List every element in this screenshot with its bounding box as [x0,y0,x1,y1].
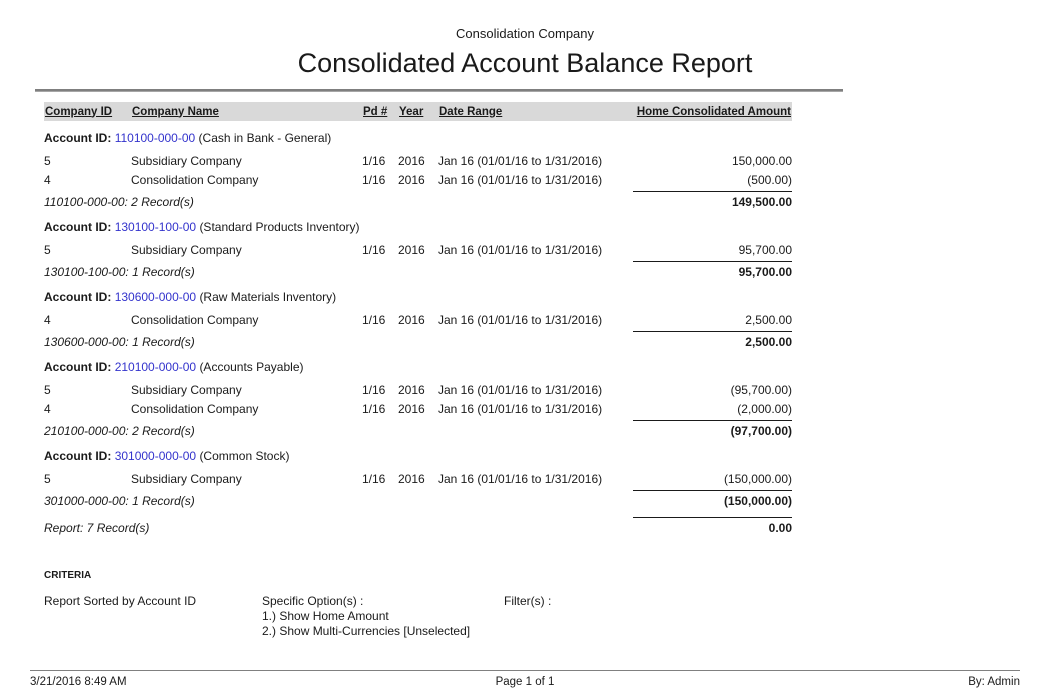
group-subtotal-amount: (150,000.00) [633,490,792,508]
criteria-specific-options [262,594,504,639]
cell-amount: (150,000.00) [723,471,792,486]
account-group [44,220,792,280]
account-header [44,290,792,304]
table-row [44,469,792,488]
account-id-link[interactable]: 130600-000-00 [114,290,197,304]
table-row [44,170,792,189]
cell-date-range: Jan 16 (01/01/16 to 1/31/2016) [438,153,603,168]
account-name: (Accounts Payable) [199,360,304,374]
cell-date-range: Jan 16 (01/01/16 to 1/31/2016) [438,242,603,257]
cell-company-name: Consolidation Company [131,312,259,327]
footer-user: By: Admin [968,676,1020,688]
table-row [44,240,792,259]
table-row [44,310,792,329]
account-id-label: Account ID: [44,360,112,374]
account-name: (Common Stock) [199,449,290,463]
cell-year: 2016 [398,312,425,327]
cell-company-id: 5 [44,382,51,397]
col-header-amount: Home Consolidated Amount [636,105,791,118]
account-id-link[interactable]: 110100-000-00 [114,131,196,145]
criteria-heading: CRITERIA [44,570,92,581]
account-id-link[interactable]: 210100-000-00 [114,360,197,374]
account-group [44,290,792,350]
report-total-row [44,515,792,536]
specific-option-item: 2.) Show Multi-Currencies [Unselected] [262,624,471,638]
cell-date-range: Jan 16 (01/01/16 to 1/31/2016) [438,401,603,416]
specific-option-item: 1.) Show Home Amount [262,609,389,623]
page-footer [30,670,1020,688]
cell-company-id: 4 [44,172,51,187]
group-subtotal-row [44,488,792,509]
cell-date-range: Jan 16 (01/01/16 to 1/31/2016) [438,172,603,187]
group-subtotal-amount: 95,700.00 [633,261,792,279]
criteria-sorted-by: Report Sorted by Account ID [44,594,197,608]
cell-amount: (2,000.00) [737,401,792,416]
cell-amount: 2,500.00 [745,312,792,327]
table-row [44,151,792,170]
cell-pd: 1/16 [362,172,386,187]
account-id-label: Account ID: [44,131,112,145]
group-subtotal-row [44,259,792,280]
account-name: (Cash in Bank - General) [198,131,332,145]
criteria-filters-label: Filter(s) : [504,594,552,608]
group-subtotal-label: 301000-000-00: 1 Record(s) [44,494,195,508]
cell-company-name: Subsidiary Company [131,242,242,257]
account-id-link[interactable]: 301000-000-00 [114,449,197,463]
account-group [44,131,792,210]
group-subtotal-label: 210100-000-00: 2 Record(s) [44,424,195,438]
group-subtotal-label: 110100-000-00: 2 Record(s) [44,195,194,209]
cell-company-name: Consolidation Company [131,172,259,187]
cell-year: 2016 [398,153,425,168]
cell-company-name: Subsidiary Company [131,153,242,168]
cell-pd: 1/16 [362,471,386,486]
cell-year: 2016 [398,382,425,397]
cell-year: 2016 [398,471,425,486]
cell-date-range: Jan 16 (01/01/16 to 1/31/2016) [438,312,603,327]
cell-company-name: Consolidation Company [131,401,259,416]
cell-pd: 1/16 [362,312,386,327]
cell-amount: (95,700.00) [730,382,792,397]
group-subtotal-row [44,189,792,210]
footer-datetime: 3/21/2016 8:49 AM [30,676,127,688]
cell-year: 2016 [398,401,425,416]
account-group [44,360,792,439]
cell-company-id: 4 [44,312,51,327]
account-name: (Standard Products Inventory) [199,220,360,234]
account-group [44,449,792,509]
cell-amount: 95,700.00 [738,242,792,257]
account-id-label: Account ID: [44,220,112,234]
table-row [44,380,792,399]
company-header: Consolidation Company [455,26,595,41]
cell-date-range: Jan 16 (01/01/16 to 1/31/2016) [438,471,603,486]
criteria-section [44,570,1050,639]
table-header-row [44,102,792,121]
cell-pd: 1/16 [362,153,386,168]
cell-company-id: 5 [44,153,51,168]
group-subtotal-amount: 149,500.00 [633,191,792,209]
cell-amount: (500.00) [747,172,792,187]
account-id-label: Account ID: [44,449,112,463]
report-total-label: Report: 7 Record(s) [44,521,150,535]
col-header-date-range: Date Range [439,105,503,118]
cell-pd: 1/16 [362,242,386,257]
group-subtotal-amount: 2,500.00 [633,331,792,349]
group-subtotal-row [44,329,792,350]
col-header-pd: Pd # [363,105,388,118]
cell-company-id: 4 [44,401,51,416]
cell-date-range: Jan 16 (01/01/16 to 1/31/2016) [438,382,603,397]
cell-year: 2016 [398,242,425,257]
account-id-link[interactable]: 130100-100-00 [114,220,197,234]
col-header-company-name: Company Name [132,105,219,118]
cell-company-id: 5 [44,471,51,486]
group-subtotal-amount: (97,700.00) [633,420,792,438]
account-header [44,131,792,145]
account-header [44,449,792,463]
account-header [44,220,792,234]
specific-options-label: Specific Option(s) : [262,594,364,608]
cell-pd: 1/16 [362,382,386,397]
account-name: (Raw Materials Inventory) [199,290,337,304]
page-title: Consolidated Account Balance Report [297,48,753,78]
cell-year: 2016 [398,172,425,187]
account-id-label: Account ID: [44,290,112,304]
footer-page-number: Page 1 of 1 [495,676,555,688]
group-subtotal-label: 130100-100-00: 1 Record(s) [44,265,195,279]
col-header-company-id: Company ID [45,105,113,118]
group-subtotal-row [44,418,792,439]
report-table [44,102,792,536]
table-row [44,399,792,418]
col-header-year: Year [399,105,424,118]
account-header [44,360,792,374]
group-subtotal-label: 130600-000-00: 1 Record(s) [44,335,195,349]
cell-amount: 150,000.00 [731,153,792,168]
report-total-amount: 0.00 [633,517,792,535]
cell-company-name: Subsidiary Company [131,471,242,486]
cell-company-name: Subsidiary Company [131,382,242,397]
cell-company-id: 5 [44,242,51,257]
cell-pd: 1/16 [362,401,386,416]
title-divider [35,89,843,92]
